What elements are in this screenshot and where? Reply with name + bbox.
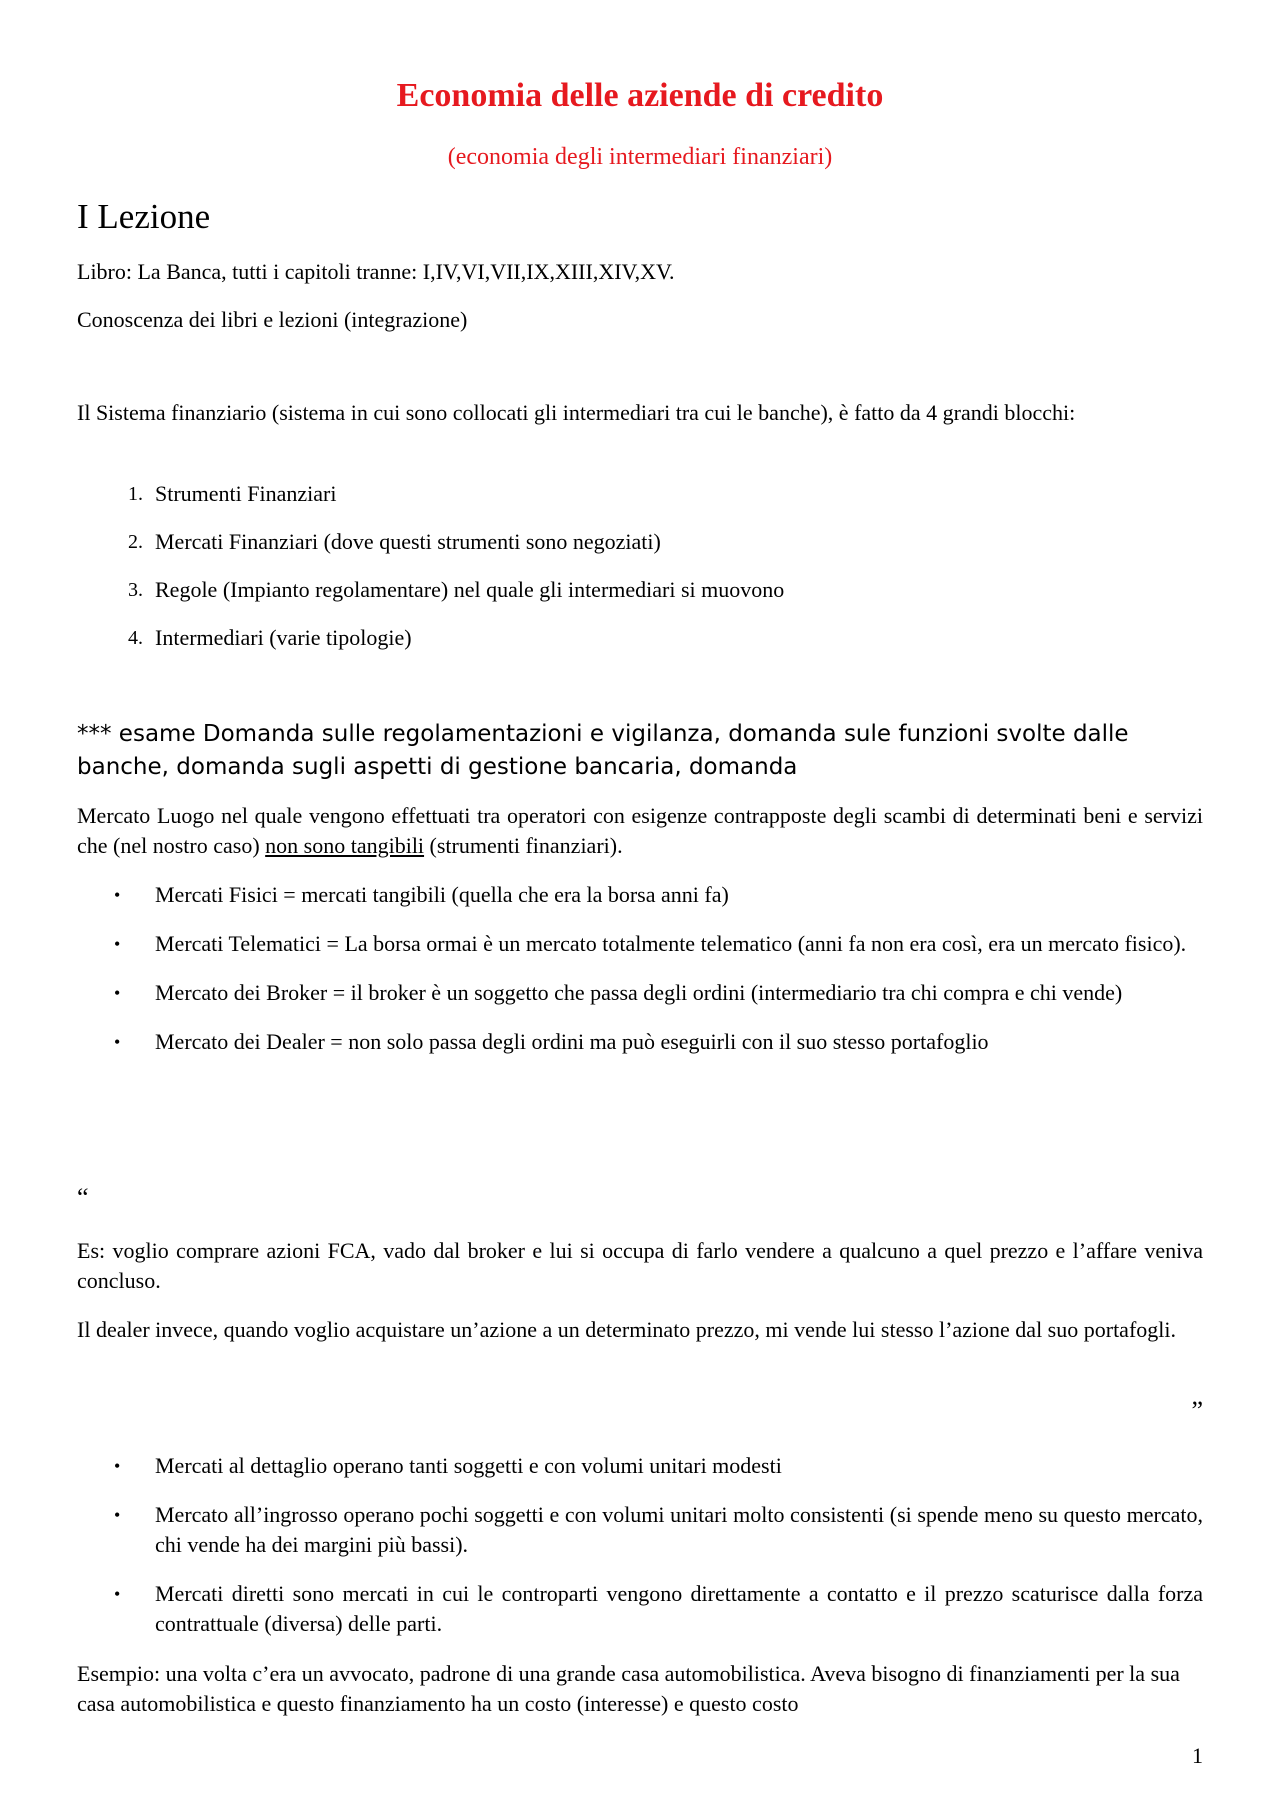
knowledge-line: Conoscenza dei libri e lezioni (integrazione) bbox=[77, 307, 468, 332]
bullet-icon: • bbox=[114, 934, 121, 954]
list-number: 2. bbox=[128, 531, 143, 553]
dealer-example: Il dealer invece, quando voglio acquistare un’azione a un determinato prezzo, mi vende lui stesso l’azione dal suo portafogli. bbox=[77, 1317, 1177, 1342]
book-line: Libro: La Banca, tutti i capitoli tranne: I,IV,VI,VII,IX,XIII,XIV,XV. bbox=[77, 259, 675, 284]
bullet-icon: • bbox=[114, 1032, 121, 1052]
broker-example: Es: voglio comprare azioni FCA, vado dal broker e lui si occupa di farlo vendere a qualcuno a quel prezzo e l’affare veniva concluso. bbox=[77, 1238, 1203, 1293]
lesson-heading: I Lezione bbox=[77, 197, 211, 236]
list-text: Strumenti Finanziari bbox=[155, 481, 337, 506]
list-text: Mercati diretti sono mercati in cui le controparti vengono direttamente a contatto e il prezzo scaturisce dalla forza contrattuale (diversa) delle parti. bbox=[155, 1581, 1203, 1636]
market-definition-lead: Mercato Luogo nel quale vengono effettuati tra operatori con esigenze contrapposte degli scambi di determinati beni e servizi che (nel nostro caso) bbox=[77, 803, 1203, 858]
list-text: Mercato dei Dealer = non solo passa degli ordini ma può eseguirli con il suo stesso portafoglio bbox=[155, 1029, 989, 1054]
list-item bbox=[77, 978, 1203, 1008]
list-text: Mercati Telematici = La borsa ormai è un mercato totalmente telematico (anni fa non era così, era un mercato fisico). bbox=[155, 931, 1187, 956]
list-text: Mercati Fisici = mercati tangibili (quella che era la borsa anni fa) bbox=[155, 882, 729, 907]
market-definition-tail: (strumenti finanziari). bbox=[424, 833, 623, 858]
list-text: Mercato dei Broker = il broker è un soggetto che passa degli ordini (intermediario tra chi compra e chi vende) bbox=[155, 980, 1123, 1005]
close-quote: ” bbox=[1191, 1396, 1203, 1425]
market-definition bbox=[77, 801, 1203, 861]
list-number: 1. bbox=[128, 483, 143, 505]
bullet-icon: • bbox=[114, 1456, 121, 1476]
list-item bbox=[77, 1579, 1203, 1639]
list-number: 3. bbox=[128, 579, 143, 601]
list-item bbox=[77, 1027, 1203, 1057]
list-text: Intermediari (varie tipologie) bbox=[155, 625, 412, 650]
document-subtitle: (economia degli intermediari finanziari) bbox=[447, 144, 833, 170]
list-item bbox=[77, 623, 1203, 671]
market-types-list bbox=[77, 880, 1203, 1076]
exam-note: *** esame Domanda sulle regolamentazioni e vigilanza, domanda sule funzioni svolte dalle banche, domanda sugli aspetti di gestione bancaria, domanda bbox=[77, 721, 1129, 780]
list-item bbox=[77, 1500, 1203, 1560]
bullet-icon: • bbox=[114, 983, 121, 1003]
list-text: Mercato all’ingrosso operano pochi soggetti e con volumi unitari molto consistenti (si spende meno su questo mercato, chi vende ha dei margini più bassi). bbox=[155, 1502, 1203, 1557]
page-number: 1 bbox=[1192, 1743, 1203, 1768]
blocks-list bbox=[77, 479, 1203, 671]
bullet-icon: • bbox=[114, 1505, 121, 1525]
list-item bbox=[77, 575, 1203, 623]
open-quote: “ bbox=[77, 1183, 89, 1212]
example-paragraph: Esempio: una volta c’era un avvocato, padrone di una grande casa automobilistica. Aveva bisogno di finanziamenti per la sua casa automobilistica e questo finanziamento ha un costo (interesse) e questo costo bbox=[77, 1661, 1180, 1716]
list-item bbox=[77, 1451, 1203, 1481]
list-item bbox=[77, 929, 1203, 959]
bullet-icon: • bbox=[114, 885, 121, 905]
list-number: 4. bbox=[128, 627, 143, 649]
market-scales-list bbox=[77, 1451, 1203, 1658]
list-text: Mercati al dettaglio operano tanti soggetti e con volumi unitari modesti bbox=[155, 1453, 782, 1478]
market-definition-underlined: non sono tangibili bbox=[265, 833, 425, 858]
list-text: Regole (Impianto regolamentare) nel quale gli intermediari si muovono bbox=[155, 577, 785, 602]
system-paragraph: Il Sistema finanziario (sistema in cui sono collocati gli intermediari tra cui le banche), è fatto da 4 grandi blocchi: bbox=[77, 400, 1076, 425]
bullet-icon: • bbox=[114, 1584, 121, 1604]
list-item bbox=[77, 479, 1203, 527]
list-item bbox=[77, 880, 1203, 910]
document-title: Economia delle aziende di credito bbox=[396, 77, 884, 114]
list-text: Mercati Finanziari (dove questi strumenti sono negoziati) bbox=[155, 529, 661, 554]
list-item bbox=[77, 527, 1203, 575]
